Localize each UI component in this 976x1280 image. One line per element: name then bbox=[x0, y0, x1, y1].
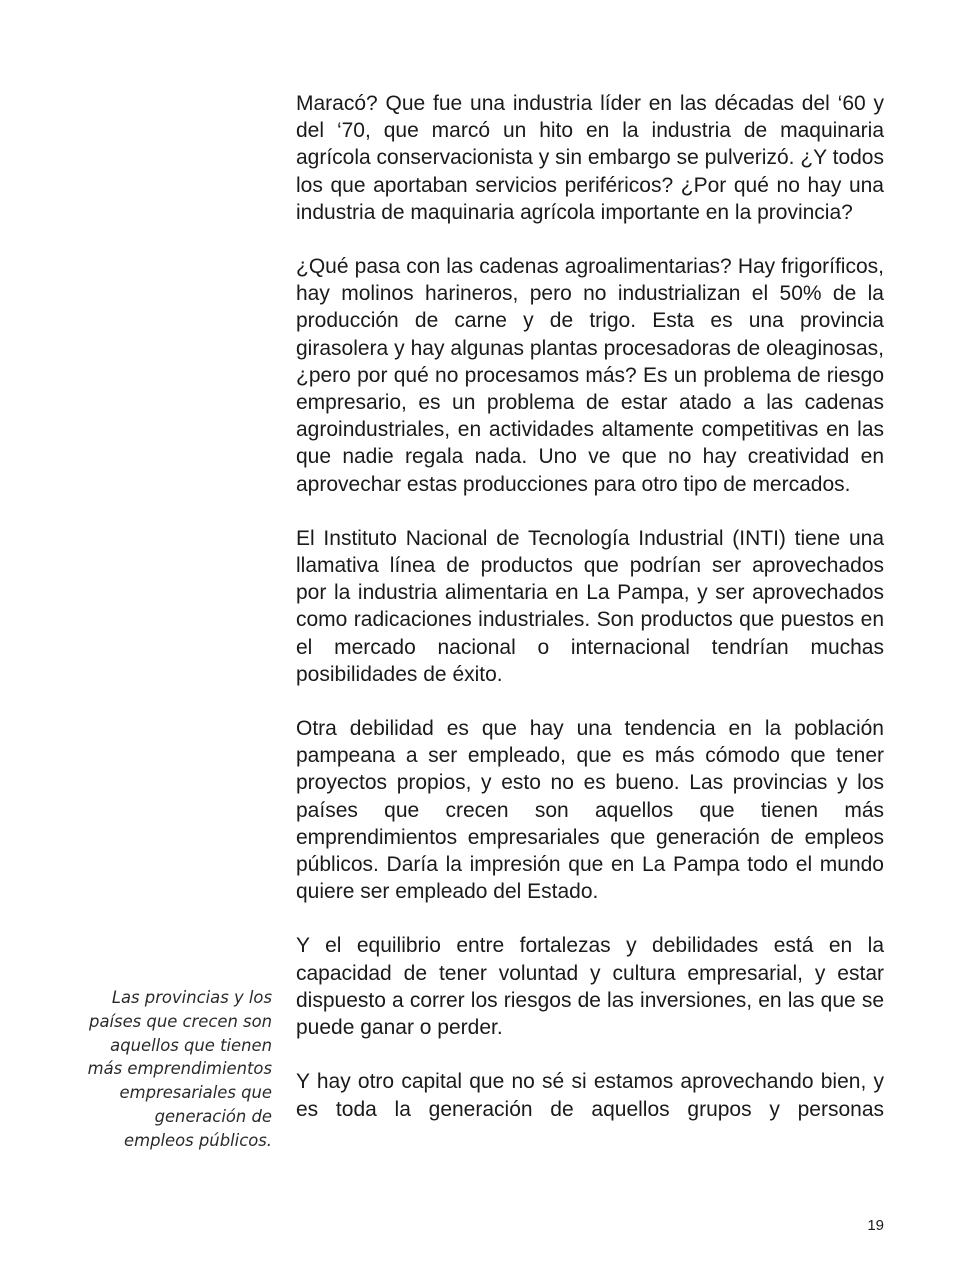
paragraph-cadenas-agroalimentarias: ¿Qué pasa con las cadenas agroalimentarias? Hay frigoríficos, hay molinos harineros, pero no industrializan el 50% de la producción de carne y de trigo. Esta es una provincia girasolera y hay algunas plantas procesadoras de oleaginosas, ¿pero por qué no procesamos más? Es un problema de riesgo empresario, es un problema de estar atado a las cadenas agroindustriales, en actividades altamente competitivas en las que nadie regala nada. Uno ve que no hay creatividad en aprovechar estas producciones para otro tipo de mercados. bbox=[296, 255, 884, 496]
paragraph-otro-capital: Y hay otro capital que no sé si estamos aprovechando bien, y es toda la generación de aquellos grupos y personas bbox=[296, 1070, 884, 1121]
paragraph-inti: El Instituto Nacional de Tecnología Industrial (INTI) tiene una llamativa línea de productos que podrían ser aprovechados por la industria alimentaria en La Pampa, y ser aprovechados como radicaciones industriales. Son productos que puestos en el mercado nacional o internacional tendrían muchas posibilidades de éxito. bbox=[296, 526, 884, 686]
body-text-column bbox=[296, 90, 884, 1123]
paragraph-maraco: Maracó? Que fue una industria líder en las décadas del ‘60 y del ‘70, que marcó un hito en la industria de maquinaria agrícola conservacionista y sin embargo se pulverizó. ¿Y todos los que aportaban servicios periféricos? ¿Por qué no hay una industria de maquinaria agrícola importante en la provincia? bbox=[296, 92, 884, 224]
page-number: 19 bbox=[867, 1217, 884, 1234]
pull-quote: Las provincias y los países que crecen son aquellos que tienen más emprendimientos empresariales que generación de empleos públicos. bbox=[87, 988, 272, 1150]
paragraph-equilibrio: Y el equilibrio entre fortalezas y debilidades está en la capacidad de tener voluntad y cultura empresarial, y estar dispuesto a correr los riesgos de las inversiones, en las que se puede ganar o perder. bbox=[296, 934, 884, 1040]
paragraph-otra-debilidad: Otra debilidad es que hay una tendencia en la población pampeana a ser empleado, que es más cómodo que tener proyectos propios, y esto no es bueno. Las provincias y los países que crecen son aquellos que tienen más emprendimientos empresariales que generación de empleos públicos. Daría la impresión que en La Pampa todo el mundo quiere ser empleado del Estado. bbox=[296, 717, 884, 904]
